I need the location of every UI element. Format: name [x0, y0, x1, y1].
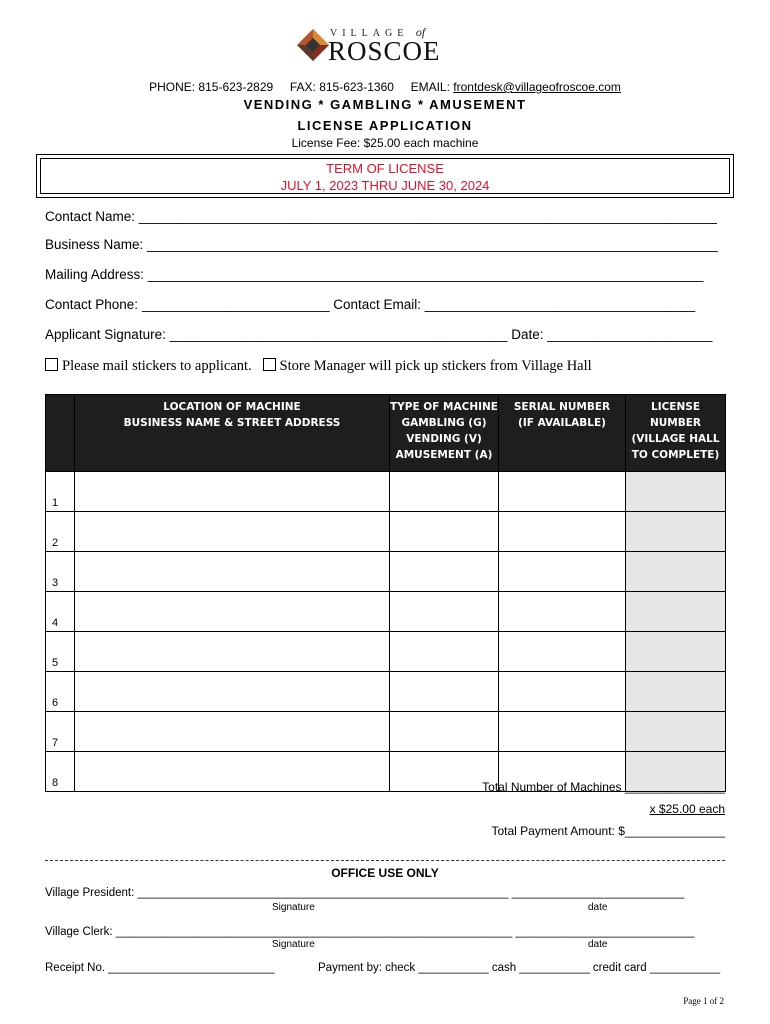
license-cell: [626, 472, 726, 512]
serial-cell[interactable]: [499, 472, 626, 512]
term-heading: TERM OF LICENSE: [326, 161, 444, 176]
type-cell[interactable]: [390, 512, 499, 552]
payment-method-field[interactable]: Payment by: check ___________ cash ___________ credit card ___________: [318, 962, 721, 974]
serial-cell[interactable]: [499, 552, 626, 592]
table-header-number: [46, 395, 75, 472]
table-header-row: [46, 395, 726, 472]
logo-of-text: of: [415, 25, 426, 39]
type-cell[interactable]: [390, 632, 499, 672]
email-label: EMAIL:: [410, 80, 450, 94]
license-cell: [626, 712, 726, 752]
row-number: 2: [46, 512, 75, 552]
logo-main-text: ROSCOE: [328, 36, 441, 66]
location-cell[interactable]: [75, 712, 390, 752]
license-cell: [626, 632, 726, 672]
contact-info-line: [0, 80, 770, 94]
license-fee-text: License Fee: $25.00 each machine: [291, 136, 479, 150]
row-number: 6: [46, 672, 75, 712]
license-cell: [626, 592, 726, 632]
president-date-caption: date: [588, 902, 608, 913]
mail-stickers-label: Please mail stickers to applicant.: [62, 358, 252, 374]
location-cell[interactable]: [75, 552, 390, 592]
table-row: [46, 592, 726, 632]
row-number: 7: [46, 712, 75, 752]
type-cell[interactable]: [390, 592, 499, 632]
mail-stickers-checkbox[interactable]: [45, 358, 58, 371]
row-number: 5: [46, 632, 75, 672]
roscoe-emblem-icon: [296, 28, 330, 62]
president-signature-caption: Signature: [272, 902, 315, 913]
clerk-signature-caption: Signature: [272, 939, 315, 950]
type-cell[interactable]: [390, 672, 499, 712]
contact-name-field[interactable]: Contact Name: _____________________________________________________________________________: [45, 209, 717, 224]
office-divider: [45, 860, 725, 861]
term-of-license-box: [36, 154, 734, 198]
form-title-line2: LICENSE APPLICATION: [297, 118, 473, 133]
location-cell[interactable]: [75, 472, 390, 512]
fax-text: FAX: 815-623-1360: [289, 80, 394, 94]
total-payment-field[interactable]: Total Payment Amount: $_______________: [491, 824, 725, 838]
type-cell[interactable]: [390, 472, 499, 512]
pickup-stickers-checkbox[interactable]: [263, 358, 276, 371]
per-machine-fee: x $25.00 each: [649, 802, 725, 816]
serial-cell[interactable]: [499, 632, 626, 672]
phone-text: PHONE: 815-623-2829: [149, 80, 274, 94]
location-cell[interactable]: [75, 632, 390, 672]
table-row: [46, 552, 726, 592]
row-number: 4: [46, 592, 75, 632]
term-dates: JULY 1, 2023 THRU JUNE 30, 2024: [280, 178, 490, 193]
receipt-number-field[interactable]: Receipt No. __________________________: [45, 962, 275, 974]
page-number: Page 1 of 2: [683, 996, 724, 1006]
location-cell[interactable]: [75, 592, 390, 632]
table-row: [46, 512, 726, 552]
table-row: [46, 472, 726, 512]
license-cell: [626, 552, 726, 592]
type-cell[interactable]: [390, 712, 499, 752]
applicant-signature-field[interactable]: Applicant Signature: _____________________________________________ Date: ______________________: [45, 327, 713, 342]
email-link[interactable]: frontdesk@villageofroscoe.com: [453, 80, 621, 94]
contact-phone-email-field[interactable]: Contact Phone: _________________________ Contact Email: ____________________________________: [45, 297, 696, 312]
table-row: [46, 712, 726, 752]
sticker-options: [45, 358, 592, 375]
row-number: 3: [46, 552, 75, 592]
total-machines-field[interactable]: Total Number of Machines _______________: [482, 780, 725, 794]
table-header-license: LICENSE NUMBER (VILLAGE HALL TO COMPLETE): [626, 395, 726, 472]
license-cell: [626, 512, 726, 552]
license-cell: [626, 672, 726, 712]
mailing-address-field[interactable]: Mailing Address: __________________________________________________________________________: [45, 267, 704, 282]
office-use-title: OFFICE USE ONLY: [331, 866, 439, 880]
table-row: [46, 672, 726, 712]
table-header-location: LOCATION OF MACHINE BUSINESS NAME & STREET ADDRESS: [75, 395, 390, 472]
machine-table: [45, 394, 726, 792]
location-cell[interactable]: [75, 672, 390, 712]
type-cell[interactable]: [390, 552, 499, 592]
village-clerk-field[interactable]: Village Clerk: ______________________________________________________________ ____________________________: [45, 926, 695, 938]
table-header-type: TYPE OF MACHINE GAMBLING (G) VENDING (V) AMUSEMENT (A): [390, 395, 499, 472]
serial-cell[interactable]: [499, 712, 626, 752]
row-number: 1: [46, 472, 75, 512]
serial-cell[interactable]: [499, 512, 626, 552]
table-header-serial: SERIAL NUMBER (IF AVAILABLE): [499, 395, 626, 472]
business-name-field[interactable]: Business Name: ____________________________________________________________________________: [45, 237, 718, 252]
pickup-stickers-label: Store Manager will pick up stickers from Village Hall: [279, 358, 592, 374]
logo-top-text: VILLAGE: [330, 28, 409, 39]
serial-cell[interactable]: [499, 592, 626, 632]
row-number: 8: [46, 752, 75, 792]
location-cell[interactable]: [75, 752, 390, 792]
location-cell[interactable]: [75, 512, 390, 552]
village-logo: [290, 22, 470, 68]
village-president-field[interactable]: Village President: __________________________________________________________ ___________________________: [45, 887, 685, 899]
form-title-line1: VENDING * GAMBLING * AMUSEMENT: [243, 97, 527, 112]
clerk-date-caption: date: [588, 939, 608, 950]
table-row: [46, 632, 726, 672]
serial-cell[interactable]: [499, 672, 626, 712]
